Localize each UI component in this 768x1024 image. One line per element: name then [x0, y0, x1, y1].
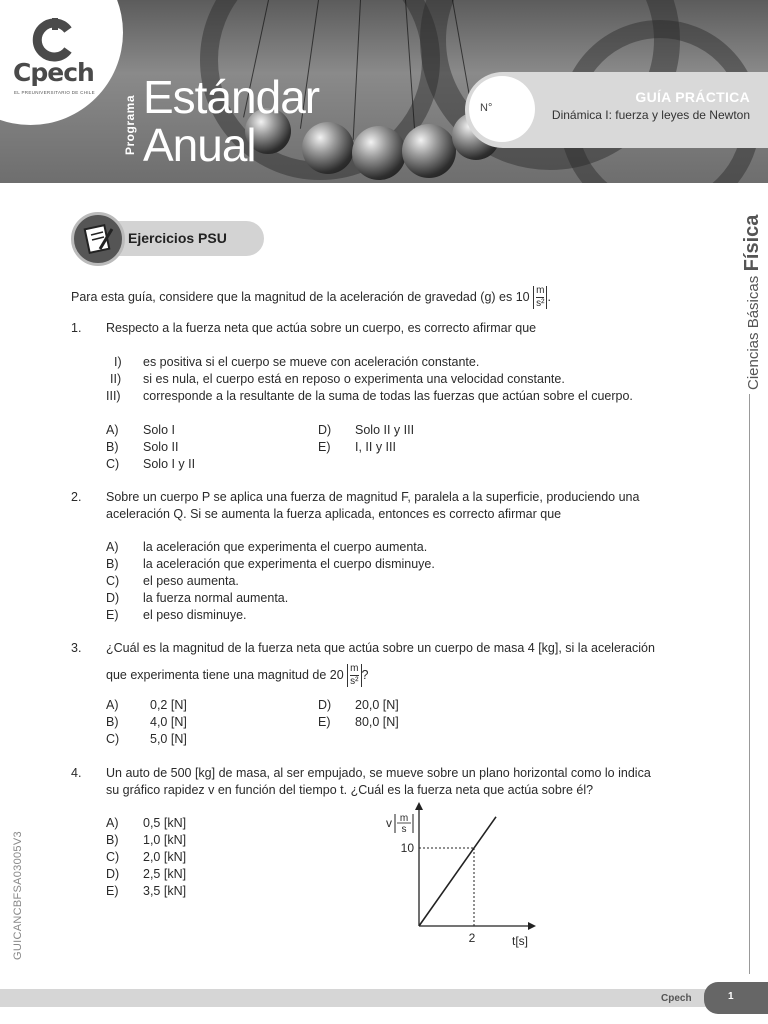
intro-end: .	[547, 289, 551, 304]
option-text: 0,5 [kN]	[143, 816, 187, 830]
y-axis-label: v	[386, 816, 392, 830]
intro-line	[71, 286, 551, 309]
question-number: 1.	[71, 321, 82, 335]
option-text: el peso disminuye.	[143, 608, 247, 622]
logo-text: Cpech	[13, 58, 94, 87]
unit-denominator: s²	[536, 298, 545, 309]
notepad-pencil-icon	[71, 212, 125, 266]
statement-text: corresponde a la resultante de la suma de todas las fuerzas que actúan sobre el cuerpo.	[143, 389, 633, 403]
option-text: Solo I	[143, 423, 175, 437]
option-text: la fuerza normal aumenta.	[143, 591, 289, 605]
option-text: 1,0 [kN]	[143, 833, 187, 847]
guide-topic: Dinámica I: fuerza y leyes de Newton	[551, 108, 750, 122]
option-letter: B)	[106, 557, 119, 571]
page-number: 1	[728, 991, 734, 1002]
y-tick-label: 10	[400, 841, 414, 855]
option-letter: C)	[106, 850, 120, 864]
footer-bar	[0, 989, 768, 1007]
unit-numerator: m	[350, 663, 359, 674]
header-banner	[0, 0, 768, 183]
program-title-line2: Anual	[143, 119, 256, 171]
statement-text: es positiva si el cuerpo se mueve con aceleración constante.	[143, 355, 480, 369]
option-letter: A)	[106, 423, 119, 437]
question-number: 4.	[71, 766, 82, 780]
option-text: Solo II y III	[355, 423, 415, 437]
unit-fraction	[347, 664, 361, 687]
option-letter: A)	[106, 816, 119, 830]
question-stem: su gráfico rapidez v en función del tiempo t. ¿Cuál es la fuerza neta que actúa sobre él?	[106, 783, 594, 797]
question-stem: Sobre un cuerpo P se aplica una fuerza de magnitud F, paralela a la superficie, produciendo una	[106, 490, 640, 504]
question-stem: que experimenta tiene una magnitud de 20	[106, 667, 344, 682]
guide-number-label: N°	[480, 102, 493, 114]
question-stem: Un auto de 500 [kg] de masa, al ser empujado, se mueve sobre un plano horizontal como lo indica	[106, 766, 651, 780]
statement-text: si es nula, el cuerpo está en reposo o experimenta una velocidad constante.	[143, 372, 565, 386]
question-stem: aceleración Q. Si se aumenta la fuerza aplicada, entonces es correcto afirmar que	[106, 507, 562, 521]
question-number: 2.	[71, 490, 82, 504]
guide-type: GUÍA PRÁCTICA	[635, 89, 750, 105]
option-letter: E)	[106, 884, 119, 898]
option-letter: B)	[106, 440, 119, 454]
unit-numerator: m	[536, 285, 545, 296]
option-letter: D)	[106, 591, 120, 605]
y-unit-numerator: m	[399, 813, 409, 824]
question-number: 3.	[71, 641, 82, 655]
section-title: Ejercicios PSU	[128, 230, 227, 246]
cpech-logo-icon	[32, 18, 76, 62]
option-text: 4,0 [N]	[150, 715, 187, 729]
y-unit-denominator: s	[401, 824, 407, 835]
option-letter: C)	[106, 574, 120, 588]
question-stem: Respecto a la fuerza neta que actúa sobre un cuerpo, es correcto afirmar que	[106, 321, 537, 335]
option-text: 2,5 [kN]	[143, 867, 187, 881]
velocity-time-graph	[380, 800, 540, 950]
option-text: I, II y III	[355, 440, 396, 454]
option-letter: B)	[106, 833, 119, 847]
footer-page-tab	[704, 982, 768, 1014]
side-subject: Física	[741, 214, 763, 272]
footer-brand: Cpech	[661, 993, 692, 1004]
logo-tagline: EL PREUNIVERSITARIO DE CHILE	[14, 90, 95, 95]
pendulum-sphere	[302, 122, 354, 174]
x-axis-arrow	[528, 922, 536, 930]
option-text: 2,0 [kN]	[143, 850, 187, 864]
option-letter: D)	[318, 698, 332, 712]
intro-text: Para esta guía, considere que la magnitud de la aceleración de gravedad (g) es 10	[71, 289, 530, 304]
option-letter: B)	[106, 715, 119, 729]
y-axis-arrow	[415, 802, 423, 810]
option-letter: D)	[318, 423, 332, 437]
option-text: la aceleración que experimenta el cuerpo disminuye.	[143, 557, 435, 571]
option-text: 5,0 [N]	[150, 732, 187, 746]
option-text: Solo II	[143, 440, 179, 454]
question-stem: ¿Cuál es la magnitud de la fuerza neta que actúa sobre un cuerpo de masa 4 [kg], si la aceleración	[106, 641, 655, 655]
option-text: 0,2 [N]	[150, 698, 187, 712]
document-code: GUICANCBFSA03005V3	[12, 831, 24, 960]
option-text: Solo I y II	[143, 457, 196, 471]
option-letter: A)	[106, 540, 119, 554]
option-letter: A)	[106, 698, 119, 712]
program-title-line1: Estándar	[143, 71, 320, 123]
side-divider	[749, 394, 750, 974]
side-area: Ciencias Básicas	[745, 275, 762, 390]
x-tick-label: 2	[468, 931, 476, 945]
unit-fraction	[533, 286, 547, 309]
question-end: ?	[361, 667, 369, 682]
option-letter: E)	[318, 440, 331, 454]
option-text: 20,0 [N]	[355, 698, 399, 712]
unit-denominator: s²	[350, 676, 359, 687]
statement-roman: I)	[114, 355, 122, 369]
guide-number-circle	[469, 76, 535, 142]
series-line	[419, 817, 496, 926]
option-letter: D)	[106, 867, 120, 881]
pendulum-sphere	[352, 126, 406, 180]
side-subject-label	[726, 200, 763, 390]
option-text: 3,5 [kN]	[143, 884, 187, 898]
option-letter: C)	[106, 457, 120, 471]
option-text: 80,0 [N]	[355, 715, 399, 729]
option-letter: C)	[106, 732, 120, 746]
pendulum-sphere	[402, 124, 456, 178]
x-axis-label: t[s]	[512, 934, 529, 948]
option-text: la aceleración que experimenta el cuerpo aumenta.	[143, 540, 428, 554]
option-letter: E)	[318, 715, 331, 729]
statement-roman: II)	[110, 372, 122, 386]
option-letter: E)	[106, 608, 119, 622]
question-stem-line2	[106, 664, 368, 687]
option-text: el peso aumenta.	[143, 574, 239, 588]
statement-roman: III)	[106, 389, 121, 403]
program-label-wrap	[122, 92, 142, 162]
program-label: Programa	[123, 94, 138, 156]
